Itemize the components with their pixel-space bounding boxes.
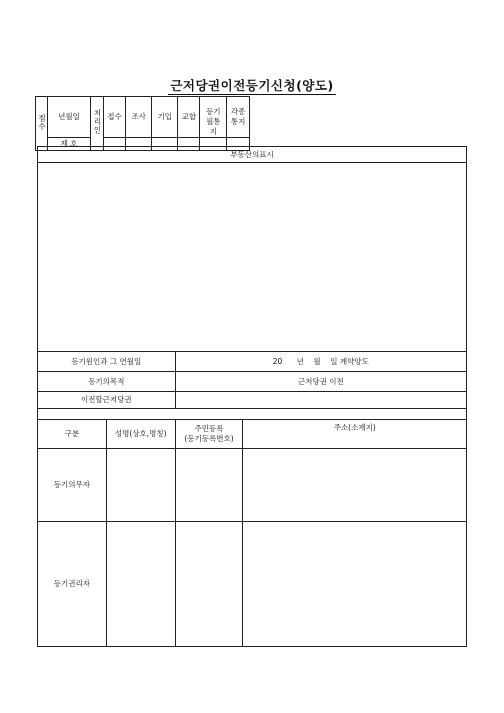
spacer-row	[38, 409, 467, 420]
receipt-label-cell	[36, 97, 48, 151]
obligor-id-field[interactable]	[175, 449, 243, 522]
obligor-name-field[interactable]	[106, 449, 175, 522]
jeopsu-header: 접수	[103, 97, 125, 138]
application-form-table	[37, 146, 467, 647]
various-notice-label: 각종통지	[230, 107, 246, 126]
type-header: 구분	[38, 420, 107, 449]
property-header: 부동산의표시	[38, 147, 467, 163]
various-notice-header	[227, 97, 250, 138]
process-label: 처리인	[92, 109, 102, 135]
obligor-label: 등기의무자	[38, 449, 107, 522]
registry-notice-header	[200, 97, 227, 138]
purpose-value[interactable]: 근저당권 이전	[175, 372, 466, 392]
date-header: 년월일	[47, 97, 90, 138]
cause-label: 등기원인과 그 연월일	[38, 352, 176, 372]
id-header: 주민등록 (등기등록번호)	[175, 420, 243, 449]
gyohap-header: 교합	[178, 97, 200, 138]
reception-table	[35, 96, 250, 151]
number-cell: 제 호	[47, 138, 90, 151]
cause-value[interactable]: 20 년 월 일 계약양도	[175, 352, 466, 372]
holder-id-field[interactable]	[175, 522, 243, 647]
giip-header: 기입	[152, 97, 178, 138]
receipt-label: 접수	[37, 113, 47, 131]
document-title-text: 근저당권이전등기신청(양도)	[170, 78, 334, 93]
obligor-address-field[interactable]	[243, 449, 467, 522]
holder-address-field[interactable]	[243, 522, 467, 647]
holder-name-field[interactable]	[106, 522, 175, 647]
holder-label: 등기권리자	[38, 522, 107, 647]
name-header: 성명(상호,명칭)	[106, 420, 175, 449]
address-header: 주소(소재지)	[243, 420, 467, 449]
document-title	[0, 76, 504, 94]
transfer-mortgage-value[interactable]	[175, 392, 466, 409]
purpose-label: 등기의목적	[38, 372, 176, 392]
josa-header: 조사	[126, 97, 152, 138]
registry-notice-label: 등기필통지	[206, 107, 221, 136]
property-description-area[interactable]	[38, 163, 467, 352]
transfer-mortgage-label: 이전할근저당권	[38, 392, 176, 409]
process-label-cell	[91, 97, 104, 151]
